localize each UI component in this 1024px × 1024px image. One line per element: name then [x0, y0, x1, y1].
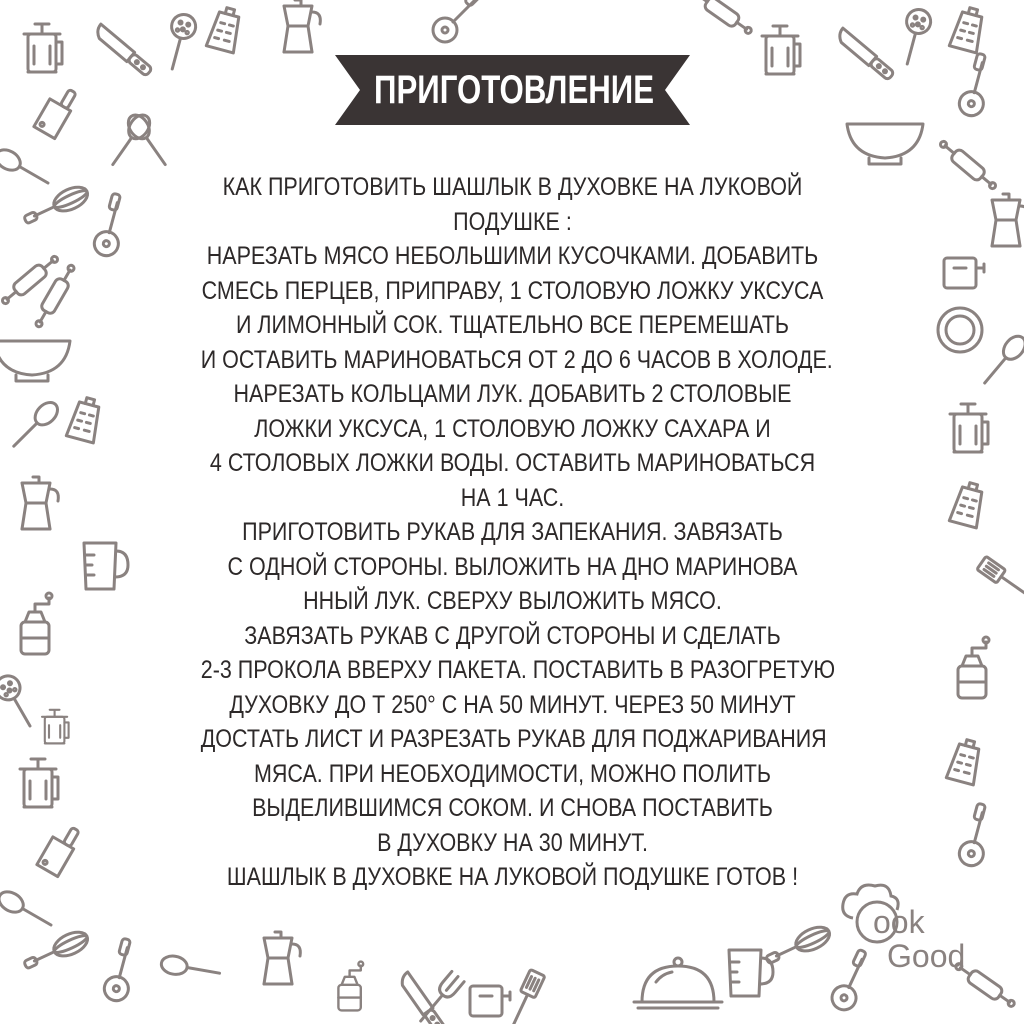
- french-press-icon: [42, 710, 69, 744]
- grater-icon: [206, 5, 244, 53]
- recipe-line: В ДУХОВКУ НА 30 МИНУТ.: [377, 828, 648, 857]
- grater-icon: [66, 395, 104, 443]
- recipe-line: ННЫЙ ЛУК. СВЕРХУ ВЫЛОЖИТЬ МЯСО.: [303, 587, 722, 615]
- bowl-icon: [0, 341, 70, 381]
- grater-icon: [949, 5, 987, 53]
- spoon-icon: [160, 954, 221, 982]
- pizza-cutter-icon: [941, 50, 1009, 120]
- coffee-grinder-icon: [958, 637, 989, 698]
- skimmer-icon: [161, 12, 199, 72]
- recipe-line: С ОДНОЙ СТОРОНЫ. ВЫЛОЖИТЬ НА ДНО МАРИНОВА: [227, 552, 798, 581]
- pizza-cutter-icon: [433, 0, 481, 42]
- spatula-icon: [977, 556, 1024, 602]
- recipe-line: ДУХОВКУ ДО Т 250° С НА 50 МИНУТ. ЧЕРЕЗ 50 МИНУТ: [229, 690, 796, 719]
- recipe-line: ШАШЛЫК В ДУХОВКЕ НА ЛУКОВОЙ ПОДУШКЕ ГОТОВ !: [226, 863, 799, 891]
- recipe-line: СМЕСЬ ПЕРЦЕВ, ПРИПРАВУ, 1 СТОЛОВУЮ ЛОЖКУ УКСУСА: [201, 276, 824, 305]
- recipe-line: НАРЕЗАТЬ КОЛЬЦАМИ ЛУК. ДОБАВИТЬ 2 СТОЛОВЫЕ: [233, 380, 792, 408]
- rolling-pin-icon: [689, 0, 754, 38]
- logo-word-cook: ook: [873, 904, 925, 940]
- recipe-line: НА 1 ЧАС.: [460, 483, 565, 512]
- knife-icon: [835, 28, 895, 81]
- recipe-line: И ЛИМОННЫЙ СОК. ТЩАТЕЛЬНО ВСЕ ПЕРЕМЕШАТЬ: [235, 311, 790, 339]
- recipe-line: 4 СТОЛОВЫХ ЛОЖКИ ВОДЫ. ОСТАВИТЬ МАРИНОВАТЬСЯ: [209, 449, 816, 477]
- pizza-cutter-icon: [86, 935, 154, 1005]
- spoon-icon: [0, 146, 52, 191]
- knife-icon: [93, 24, 153, 77]
- skimmer-icon: [896, 7, 934, 67]
- recipe-line: ПОДУШКЕ :: [453, 207, 572, 236]
- french-press-icon: [20, 759, 58, 807]
- french-press-icon: [24, 24, 62, 72]
- recipe-line: МЯСА. ПРИ НЕОБХОДИМОСТИ, МОЖНО ПОЛИТЬ: [253, 759, 772, 788]
- spoon-icon: [0, 888, 55, 933]
- whisk-icon: [21, 182, 91, 229]
- logo-word-good: Good: [887, 938, 966, 974]
- recipe-line: 2-3 ПРОКОЛА ВВЕРХУ ПАКЕТА. ПОСТАВИТЬ В РАЗОГРЕТУЮ: [200, 656, 836, 684]
- measuring-cup-icon: [84, 543, 128, 589]
- recipe-text: [150, 170, 875, 895]
- plate-icon: [938, 308, 982, 352]
- cleaver-icon: [34, 83, 80, 138]
- banner-title: ПРИГОТОВЛЕНИЕ: [374, 68, 655, 112]
- fork-icon: [415, 971, 465, 1024]
- recipe-line: ЛОЖКИ УКСУСА, 1 СТОЛОВУЮ ЛОЖКУ САХАРА И: [254, 414, 771, 443]
- spatula-icon: [506, 969, 545, 1024]
- grater-icon: [949, 480, 987, 528]
- section-banner: [335, 55, 690, 125]
- whisk-icon: [21, 927, 91, 974]
- moka-pot-icon: [992, 194, 1024, 246]
- moka-pot-icon: [284, 0, 320, 52]
- recipe-line: НАРЕЗАТЬ МЯСО НЕБОЛЬШИМИ КУСОЧКАМИ. ДОБАВИТЬ: [206, 242, 819, 270]
- recipe-line: ПРИГОТОВИТЬ РУКАВ ДЛЯ ЗАПЕКАНИЯ. ЗАВЯЗАТЬ: [242, 518, 783, 546]
- cutting-board-icon: [470, 986, 510, 1016]
- recipe-line: ВЫДЕЛИВШИМСЯ СОКОМ. И СНОВА ПОСТАВИТЬ: [252, 794, 773, 822]
- whisk-icon: [763, 922, 833, 969]
- recipe-line: ЗАВЯЗАТЬ РУКАВ С ДРУГОЙ СТОРОНЫ И СДЕЛАТЬ: [244, 621, 781, 650]
- recipe-line: И ОСТАВИТЬ МАРИНОВАТЬСЯ ОТ 2 ДО 6 ЧАСОВ В ХОЛОДЕ.: [200, 345, 833, 374]
- rolling-pin-icon: [31, 262, 78, 330]
- cleaver-icon: [37, 821, 83, 876]
- coffee-grinder-icon: [338, 962, 363, 1011]
- moka-pot-icon: [264, 932, 300, 984]
- skimmer-icon: [0, 671, 40, 731]
- moka-pot-icon: [22, 477, 58, 529]
- french-press-icon: [950, 404, 988, 452]
- recipe-line: ДОСТАТЬ ЛИСТ И РАЗРЕЗАТЬ РУКАВ ДЛЯ ПОДЖАРИВАНИЯ: [200, 725, 827, 753]
- cutting-board-icon: [944, 258, 984, 288]
- rolling-pin-icon: [0, 252, 61, 308]
- rolling-pin-icon: [937, 137, 1000, 193]
- cookgood-logo: [835, 878, 985, 978]
- grater-icon: [946, 737, 984, 785]
- recipe-line: КАК ПРИГОТОВИТЬ ШАШЛЫК В ДУХОВКЕ НА ЛУКОВОЙ: [222, 173, 803, 201]
- french-press-icon: [762, 26, 800, 74]
- cloche-icon: [634, 958, 722, 1008]
- spoon-icon: [978, 332, 1024, 389]
- bowl-icon: [847, 124, 923, 164]
- coffee-grinder-icon: [21, 593, 52, 654]
- spoon-icon: [7, 398, 61, 452]
- pizza-cutter-icon: [941, 800, 1009, 870]
